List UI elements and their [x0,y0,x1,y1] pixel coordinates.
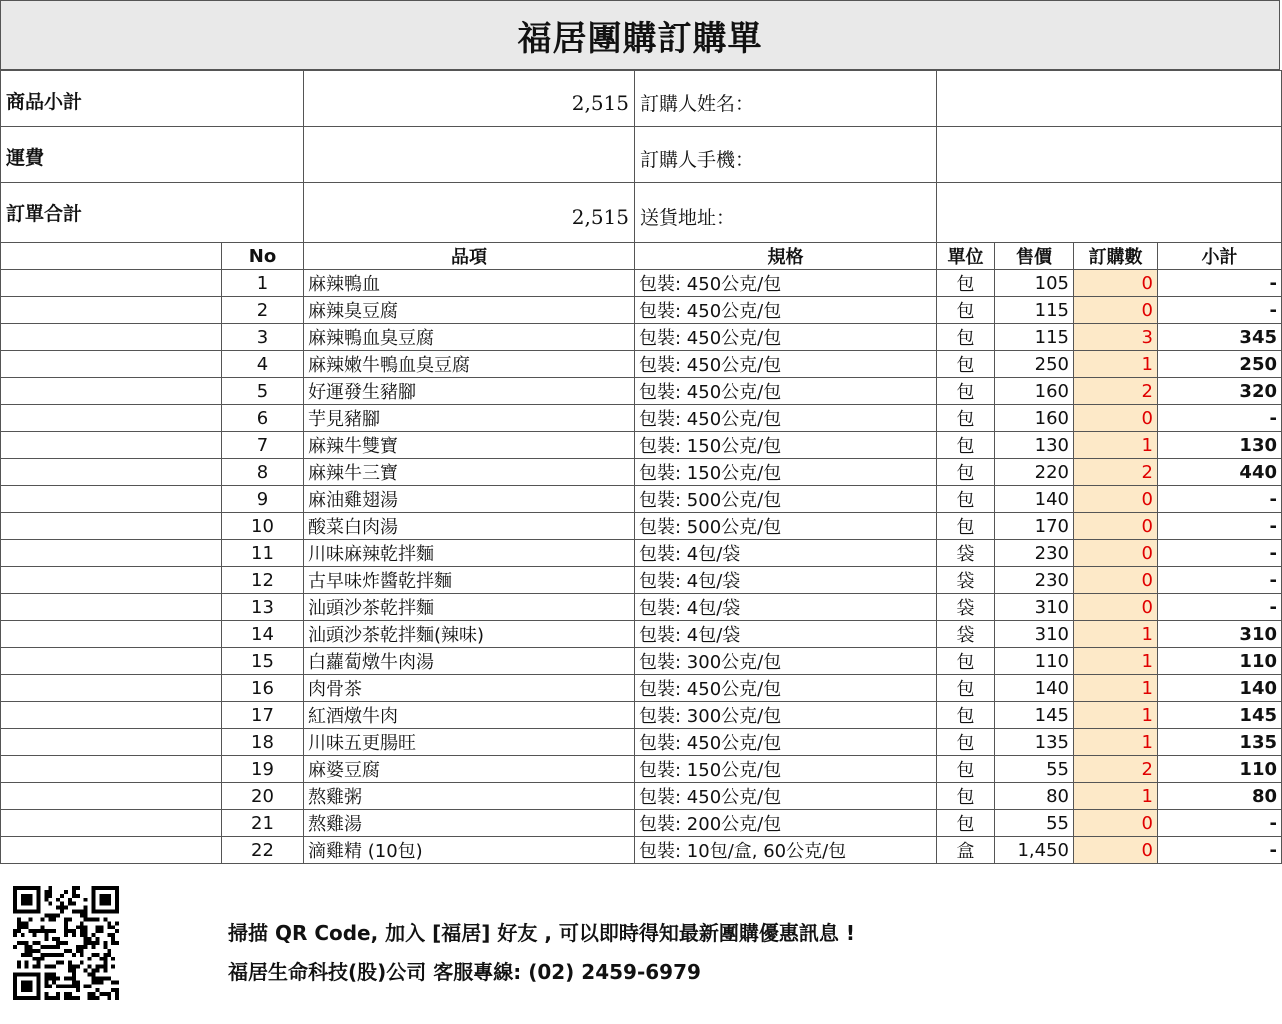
table-row [1,810,1282,837]
row-item-name: 古早味炸醬乾拌麵 [304,567,635,594]
table-row [1,297,1282,324]
row-item-name: 麻辣牛雙寶 [304,432,635,459]
table-row [1,702,1282,729]
row-price: 250 [995,351,1074,378]
row-blank-cell [1,540,222,567]
row-spec: 包裝: 4包/袋 [635,567,937,594]
row-price: 140 [995,486,1074,513]
row-item-name: 麻辣鴨血 [304,270,635,297]
row-blank-cell [1,567,222,594]
row-unit: 包 [937,675,995,702]
table-row [1,540,1282,567]
row-subtotal: - [1158,486,1282,513]
row-spec: 包裝: 4包/袋 [635,594,937,621]
row-no: 19 [222,756,304,783]
row-blank-cell [1,459,222,486]
row-qty-input[interactable]: 0 [1074,486,1158,513]
row-no: 20 [222,783,304,810]
row-price: 160 [995,378,1074,405]
row-item-name: 肉骨茶 [304,675,635,702]
row-subtotal: 310 [1158,621,1282,648]
table-row [1,351,1282,378]
row-price: 130 [995,432,1074,459]
row-unit: 包 [937,513,995,540]
row-qty-input[interactable]: 0 [1074,270,1158,297]
row-no: 17 [222,702,304,729]
row-subtotal: 130 [1158,432,1282,459]
buyer-name-label: 訂購人姓名： [635,71,937,127]
row-blank-cell [1,378,222,405]
row-blank-cell [1,594,222,621]
row-unit: 盒 [937,837,995,864]
header-subtotal: 小計 [1158,243,1282,270]
row-price: 230 [995,540,1074,567]
footer [0,860,1282,1024]
row-price: 170 [995,513,1074,540]
row-subtotal: - [1158,540,1282,567]
row-blank-cell [1,486,222,513]
row-blank-cell [1,297,222,324]
row-subtotal: - [1158,297,1282,324]
row-no: 13 [222,594,304,621]
row-item-name: 川味麻辣乾拌麵 [304,540,635,567]
row-no: 12 [222,567,304,594]
row-spec: 包裝: 450公克/包 [635,297,937,324]
items-body [1,270,1282,864]
row-spec: 包裝: 450公克/包 [635,378,937,405]
table-row [1,675,1282,702]
buyer-phone-field[interactable] [937,127,1282,183]
row-blank-cell [1,621,222,648]
row-spec: 包裝: 450公克/包 [635,324,937,351]
row-unit: 袋 [937,540,995,567]
row-qty-input[interactable]: 0 [1074,594,1158,621]
row-blank-cell [1,405,222,432]
row-spec: 包裝: 500公克/包 [635,513,937,540]
header-blank [1,243,222,270]
row-unit: 包 [937,702,995,729]
row-no: 22 [222,837,304,864]
row-price: 220 [995,459,1074,486]
row-price: 115 [995,297,1074,324]
row-spec: 包裝: 450公克/包 [635,270,937,297]
row-blank-cell [1,783,222,810]
row-blank-cell [1,270,222,297]
summary-table [0,70,1282,243]
row-unit: 包 [937,756,995,783]
row-no: 7 [222,432,304,459]
table-row [1,756,1282,783]
row-spec: 包裝: 450公克/包 [635,675,937,702]
row-blank-cell [1,702,222,729]
summary-row-total [1,183,1282,243]
row-item-name: 紅酒燉牛肉 [304,702,635,729]
row-subtotal: - [1158,405,1282,432]
header-unit: 單位 [937,243,995,270]
row-spec: 包裝: 450公克/包 [635,351,937,378]
row-subtotal: 320 [1158,378,1282,405]
table-row [1,378,1282,405]
table-row [1,324,1282,351]
row-spec: 包裝: 10包/盒, 60公克/包 [635,837,937,864]
row-price: 310 [995,594,1074,621]
table-row [1,648,1282,675]
row-price: 135 [995,729,1074,756]
row-no: 16 [222,675,304,702]
row-price: 145 [995,702,1074,729]
row-subtotal: 145 [1158,702,1282,729]
row-qty-input[interactable]: 1 [1074,702,1158,729]
row-unit: 包 [937,378,995,405]
row-spec: 包裝: 150公克/包 [635,432,937,459]
table-row [1,594,1282,621]
row-spec: 包裝: 450公克/包 [635,405,937,432]
row-item-name: 汕頭沙茶乾拌麵 [304,594,635,621]
subtotal-label: 商品小計 [1,71,304,127]
row-item-name: 麻辣牛三寶 [304,459,635,486]
footer-company-text: 福居生命科技(股)公司 客服專線: (02) 2459-6979 [228,960,701,984]
row-unit: 包 [937,270,995,297]
row-spec: 包裝: 150公克/包 [635,756,937,783]
table-row [1,621,1282,648]
row-blank-cell [1,324,222,351]
row-unit: 包 [937,810,995,837]
row-subtotal: - [1158,837,1282,864]
row-subtotal: 110 [1158,756,1282,783]
row-blank-cell [1,729,222,756]
row-qty-input[interactable]: 0 [1074,405,1158,432]
shipping-label: 運費 [1,127,304,183]
row-no: 5 [222,378,304,405]
row-subtotal: - [1158,810,1282,837]
row-price: 105 [995,270,1074,297]
row-price: 55 [995,810,1074,837]
footer-promo-text: 掃描 QR Code, 加入 [福居] 好友 , 可以即時得知最新團購優惠訊息 ! [228,921,856,945]
summary-row-subtotal [1,71,1282,127]
shipping-value[interactable] [304,127,635,183]
row-price: 80 [995,783,1074,810]
subtotal-value[interactable]: 2,515 [304,71,635,127]
row-price: 160 [995,405,1074,432]
row-qty-input[interactable]: 3 [1074,324,1158,351]
row-price: 110 [995,648,1074,675]
row-item-name: 麻辣鴨血臭豆腐 [304,324,635,351]
row-no: 2 [222,297,304,324]
row-price: 55 [995,756,1074,783]
row-item-name: 麻辣臭豆腐 [304,297,635,324]
row-unit: 袋 [937,567,995,594]
row-spec: 包裝: 4包/袋 [635,621,937,648]
row-qty-input[interactable]: 0 [1074,513,1158,540]
row-price: 1,450 [995,837,1074,864]
row-qty-input[interactable]: 1 [1074,432,1158,459]
row-item-name: 麻辣嫩牛鴨血臭豆腐 [304,351,635,378]
header-qty: 訂購數 [1074,243,1158,270]
row-item-name: 好運發生豬腳 [304,378,635,405]
table-row [1,432,1282,459]
table-row [1,729,1282,756]
header-spec: 規格 [635,243,937,270]
row-spec: 包裝: 150公克/包 [635,459,937,486]
row-unit: 包 [937,432,995,459]
row-item-name: 熬雞湯 [304,810,635,837]
row-unit: 袋 [937,594,995,621]
row-unit: 包 [937,729,995,756]
row-subtotal: - [1158,270,1282,297]
row-unit: 包 [937,459,995,486]
row-qty-input[interactable]: 1 [1074,783,1158,810]
table-row [1,270,1282,297]
row-subtotal: 80 [1158,783,1282,810]
row-qty-input[interactable]: 0 [1074,837,1158,864]
row-subtotal: 345 [1158,324,1282,351]
row-unit: 包 [937,783,995,810]
row-blank-cell [1,351,222,378]
row-item-name: 汕頭沙茶乾拌麵(辣味) [304,621,635,648]
row-item-name: 川味五更腸旺 [304,729,635,756]
address-label: 送貨地址： [635,183,937,243]
row-spec: 包裝: 450公克/包 [635,729,937,756]
row-unit: 包 [937,297,995,324]
items-table [0,242,1282,864]
row-no: 4 [222,351,304,378]
row-qty-input[interactable]: 1 [1074,351,1158,378]
row-spec: 包裝: 500公克/包 [635,486,937,513]
row-unit: 包 [937,486,995,513]
row-no: 10 [222,513,304,540]
row-no: 21 [222,810,304,837]
row-unit: 包 [937,324,995,351]
row-price: 230 [995,567,1074,594]
total-label: 訂單合計 [1,183,304,243]
row-unit: 袋 [937,621,995,648]
row-subtotal: 110 [1158,648,1282,675]
row-item-name: 酸菜白肉湯 [304,513,635,540]
header-price: 售價 [995,243,1074,270]
row-qty-input[interactable]: 1 [1074,648,1158,675]
row-item-name: 熬雞粥 [304,783,635,810]
row-blank-cell [1,756,222,783]
items-header-row [1,243,1282,270]
row-qty-input[interactable]: 1 [1074,729,1158,756]
row-no: 9 [222,486,304,513]
row-no: 11 [222,540,304,567]
row-blank-cell [1,648,222,675]
total-value[interactable]: 2,515 [304,183,635,243]
row-blank-cell [1,675,222,702]
row-qty-input[interactable]: 2 [1074,378,1158,405]
row-no: 14 [222,621,304,648]
row-price: 310 [995,621,1074,648]
header-no: No [222,243,304,270]
table-row [1,405,1282,432]
header-item: 品項 [304,243,635,270]
row-qty-input[interactable]: 1 [1074,675,1158,702]
table-row [1,486,1282,513]
row-spec: 包裝: 300公克/包 [635,702,937,729]
row-qty-input[interactable]: 1 [1074,621,1158,648]
row-subtotal: 250 [1158,351,1282,378]
buyer-name-field[interactable] [937,71,1282,127]
row-unit: 包 [937,405,995,432]
row-subtotal: 140 [1158,675,1282,702]
row-item-name: 芋見豬腳 [304,405,635,432]
row-qty-input[interactable]: 2 [1074,756,1158,783]
row-subtotal: 135 [1158,729,1282,756]
row-no: 8 [222,459,304,486]
row-qty-input[interactable]: 0 [1074,810,1158,837]
row-blank-cell [1,432,222,459]
qr-code-icon [12,886,120,1000]
row-unit: 包 [937,351,995,378]
row-no: 18 [222,729,304,756]
buyer-phone-label: 訂購人手機： [635,127,937,183]
row-no: 15 [222,648,304,675]
row-no: 1 [222,270,304,297]
table-row [1,567,1282,594]
row-blank-cell [1,810,222,837]
row-spec: 包裝: 200公克/包 [635,810,937,837]
row-subtotal: - [1158,567,1282,594]
row-blank-cell [1,513,222,540]
row-qty-input[interactable]: 0 [1074,540,1158,567]
table-row [1,513,1282,540]
row-subtotal: - [1158,594,1282,621]
row-spec: 包裝: 300公克/包 [635,648,937,675]
row-item-name: 滴雞精 (10包) [304,837,635,864]
row-subtotal: - [1158,513,1282,540]
row-qty-input[interactable]: 0 [1074,297,1158,324]
row-price: 140 [995,675,1074,702]
page-title: 福居團購訂購單 [0,0,1280,70]
table-row [1,459,1282,486]
row-no: 3 [222,324,304,351]
row-spec: 包裝: 450公克/包 [635,783,937,810]
row-spec: 包裝: 4包/袋 [635,540,937,567]
summary-row-shipping [1,127,1282,183]
row-item-name: 麻油雞翅湯 [304,486,635,513]
row-qty-input[interactable]: 2 [1074,459,1158,486]
row-price: 115 [995,324,1074,351]
address-field[interactable] [937,183,1282,243]
row-no: 6 [222,405,304,432]
row-item-name: 麻婆豆腐 [304,756,635,783]
row-qty-input[interactable]: 0 [1074,567,1158,594]
table-row [1,783,1282,810]
row-item-name: 白蘿蔔燉牛肉湯 [304,648,635,675]
row-unit: 包 [937,648,995,675]
row-subtotal: 440 [1158,459,1282,486]
